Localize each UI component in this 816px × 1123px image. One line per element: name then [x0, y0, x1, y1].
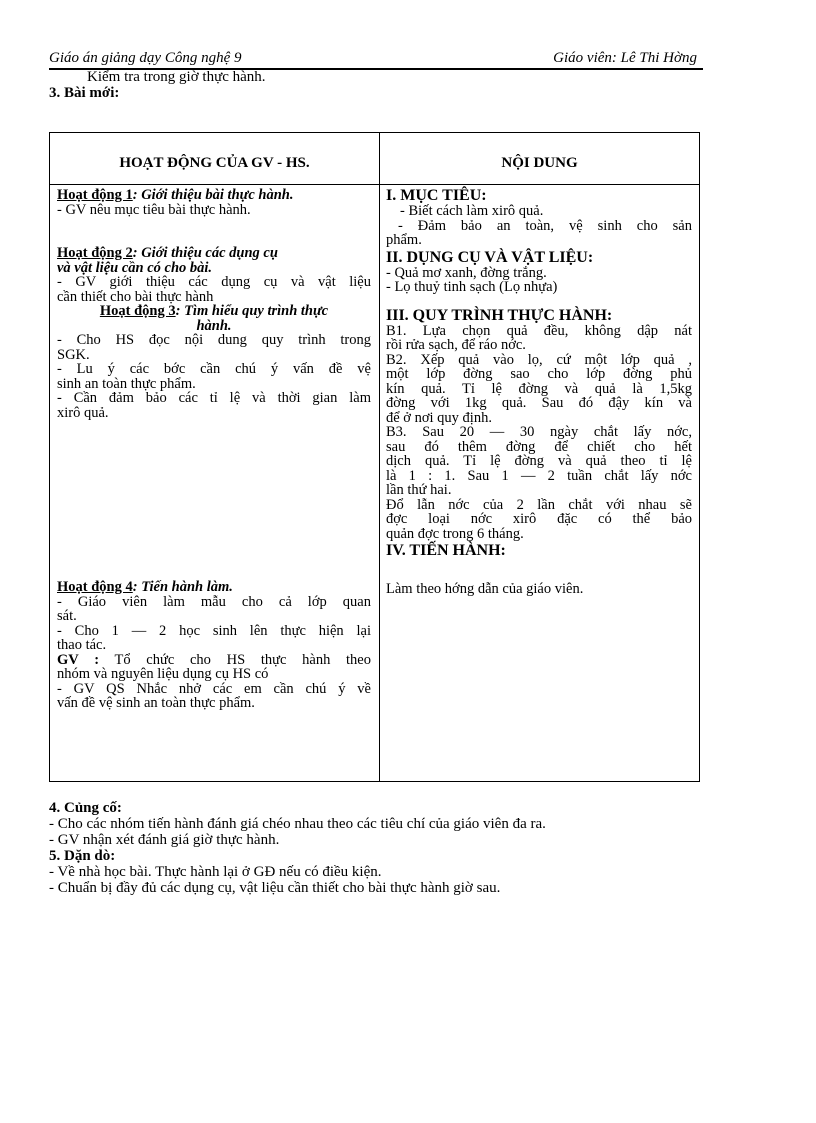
activity-3-title-b: hành.	[196, 317, 232, 334]
column-divider	[379, 133, 380, 781]
activity-2-line-2: cần thiết cho bài thực hành	[57, 288, 214, 305]
activity-4-title: : Tiến hành làm.	[132, 579, 233, 595]
top-line: Kiểm tra trong giờ thực hành.	[87, 69, 266, 85]
tools-line-2: - Lọ thuỷ tinh sạch (Lọ nhựa)	[386, 279, 558, 295]
activity-2-line-1: - GV giới thiệu các dụng cụ và vật liệu	[57, 274, 371, 290]
activity-3-line-3: - Lu ý các bớc cần chú ý vấn đề vệ	[57, 361, 371, 377]
procedure-line-7: để ở nơi quy định.	[386, 409, 492, 426]
activity-3-label: Hoạt động 3	[99, 303, 176, 319]
procedure-line-11: là 1 : 1. Sau 1 — 2 tuần chắt lấy nớc	[386, 467, 692, 484]
procedure-line-4: một lớp đờng sao cho lớp đờng phủ	[386, 366, 692, 382]
procedure-line-9: sau đó thêm đờng để chiết cho hết	[386, 438, 692, 455]
activity-3-title-a: : Tìm hiểu quy trình thực	[175, 303, 329, 319]
activity-4-line-2: sát.	[57, 608, 77, 624]
activity-4-line-6: nhóm và nguyên liệu dụng cụ HS có	[57, 666, 269, 682]
activity-2-title-a: : Giới thiệu các dụng cụ	[132, 245, 278, 261]
header-course-title: Giáo án giảng dạy Công nghệ 9	[49, 50, 242, 66]
objectives-line-1: - Biết cách làm xirô quả.	[400, 203, 544, 219]
activity-4-line-7: - GV QS Nhắc nhở các em cần chú ý về	[57, 680, 371, 697]
activity-4-gv-label: GV :	[57, 651, 100, 668]
activity-1-line: - GV nêu mục tiêu bài thực hành.	[57, 201, 251, 218]
activity-3-line-5: - Cần đảm bảo các tỉ lệ và thời gian làm	[57, 390, 371, 406]
tools-line-1: - Quả mơ xanh, đờng trắng.	[386, 264, 547, 281]
activity-4-line-8: vấn đề vệ sinh an toàn thực phẩm.	[57, 695, 255, 711]
procedure-line-5: kín quả. Tỉ lệ đờng và quả là 1,5kg	[386, 380, 692, 397]
procedure-line-13: Đổ lẫn nớc của 2 lần chắt với nhau sẽ	[386, 496, 692, 513]
procedure-line-1: B1. Lựa chọn quả đều, không dập nát	[386, 322, 692, 339]
objectives-line-3: phẩm.	[386, 232, 422, 248]
procedure-line-3: B2. Xếp quả vào lọ, cứ một lớp quả ,	[386, 351, 692, 368]
activity-4-line-1: - Giáo viên làm mẫu cho cả lớp quan	[57, 593, 371, 610]
execution-line: Làm theo hớng dẫn của giáo viên.	[386, 581, 584, 597]
activity-1-title: : Giới thiệu bài thực hành.	[132, 187, 294, 203]
footer-sections	[49, 800, 729, 896]
activity-2-label: Hoạt động 2	[57, 245, 133, 261]
procedure-line-6: đờng với 1kg quả. Sau đó đậy kín và	[386, 395, 692, 411]
activity-3-line-2: SGK.	[57, 346, 90, 363]
procedure-line-2: rồi rửa sạch, để ráo nớc.	[386, 337, 526, 353]
activity-4-line-4: thao tác.	[57, 637, 107, 653]
header-teacher: Giáo viên: Lê Thi Hờng	[553, 50, 697, 66]
activity-3-line-1: - Cho HS đọc nội dung quy trình trong	[57, 332, 371, 348]
procedure-line-10: dịch quả. Tỉ lệ đờng và quả theo tỉ lệ	[386, 453, 692, 469]
heading-execution: IV. TIẾN HÀNH:	[386, 542, 506, 559]
objectives-line-2: - Đảm bảo an toàn, vệ sinh cho sản	[398, 217, 692, 234]
activity-1-label: Hoạt động 1	[57, 187, 133, 203]
activity-3-line-4: sinh an toàn thực phẩm.	[57, 375, 196, 392]
content-column	[386, 188, 692, 597]
activity-4-line-3: - Cho 1 — 2 học sinh lên thực hiện lại	[57, 622, 371, 639]
procedure-line-12: lần thứ hai.	[386, 482, 452, 498]
column-header-activities: HOẠT ĐỘNG CỦA GV - HS.	[119, 155, 310, 171]
activity-4-label: Hoạt động 4	[57, 579, 133, 595]
section-5-line-1: - Về nhà học bài. Thực hành lại ở GĐ nếu có điều kiện.	[49, 864, 382, 880]
heading-tools-materials: II. DỤNG CỤ VÀ VẬT LIỆU:	[386, 248, 594, 266]
activities-column	[57, 188, 371, 711]
activity-4-line-5: Tổ chức cho HS thực hành theo	[99, 651, 371, 668]
section-4-heading: 4. Củng cố:	[49, 800, 122, 816]
section-3-heading: 3. Bài mới:	[49, 85, 120, 101]
section-4-line-2: - GV nhận xét đánh giá giờ thực hành.	[49, 832, 280, 848]
section-4-line-1: - Cho các nhóm tiến hành đánh giá chéo nhau theo các tiêu chí của giáo viên đa ra.	[49, 816, 546, 832]
header-row-divider	[50, 184, 699, 185]
procedure-line-15: quản đợc trong 6 tháng.	[386, 525, 524, 542]
heading-objectives: I. MỤC TIÊU:	[386, 187, 487, 204]
activity-3-line-6: xirô quả.	[57, 404, 109, 421]
section-5-heading: 5. Dặn dò:	[49, 848, 116, 864]
activity-2-title-b: và vật liệu cần có cho bài.	[57, 259, 213, 276]
procedure-line-14: đợc loại nớc xirô đặc có thể bảo	[386, 511, 692, 527]
lesson-table	[49, 132, 700, 782]
procedure-line-8: B3. Sau 20 — 30 ngày chắt lấy nớc,	[386, 424, 692, 440]
heading-procedure: III. QUY TRÌNH THỰC HÀNH:	[386, 306, 613, 324]
column-header-content: NỘI DUNG	[501, 155, 578, 171]
section-5-line-2: - Chuẩn bị đầy đủ các dụng cụ, vật liệu cần thiết cho bài thực hành giờ sau.	[49, 880, 501, 896]
page-header	[49, 48, 703, 70]
